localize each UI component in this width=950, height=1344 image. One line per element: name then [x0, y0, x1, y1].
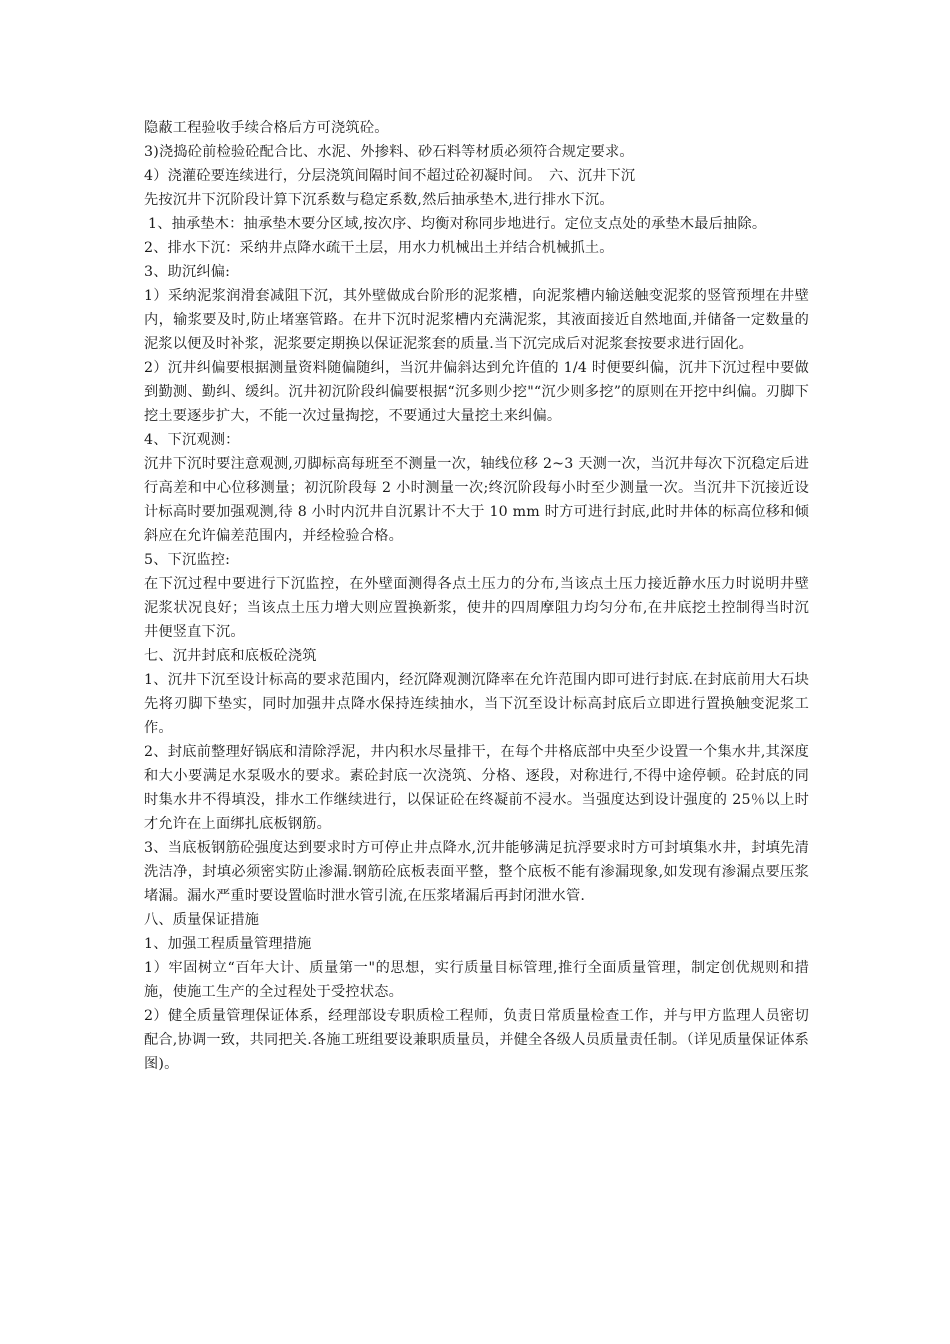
paragraph-quality-system: 2）健全质量管理保证体系，经理部设专职质检工程师，负责日常质量检查工作，并与甲方监理人员密切配合,协调一致，共同把关.各施工班组要设兼职质量员，并健全各级人员质量责任制。（详见质量保证体系图)。 [144, 1008, 809, 1072]
paragraph-remove-sleepers: 1、抽承垫木：抽承垫木要分区域,按次序、均衡对称同步地进行。定位支点处的承垫木最后抽除。 [148, 216, 767, 232]
paragraph-sinking-intro: 先按沉井下沉阶段计算下沉系数与稳定系数,然后抽承垫木,进行排水下沉。 [144, 192, 614, 208]
document-body [144, 116, 809, 1076]
paragraph-continuous-pour: 4）浇灌砼要连续进行，分层浇筑间隔时间不超过砼初凝时间。 六、沉井下沉 [144, 168, 636, 184]
heading-sinking-monitoring: 5、下沉监控: [144, 552, 231, 568]
paragraph-monitoring-detail: 在下沉过程中要进行下沉监控，在外壁面测得各点土压力的分布,当该点土压力接近静水压力时说明井壁泥浆状况良好；当该点土压力增大则应置换新浆，使井的四周摩阻力均匀分布,在井底挖土控制得当时沉井便竖直下沉。 [144, 576, 809, 640]
paragraph-concealed-works: 隐蔽工程验收手续合格后方可浇筑砼。 [144, 120, 389, 136]
heading-assist-correction: 3、助沉纠偏: [144, 264, 231, 280]
paragraph-mud-lubrication: 1）采纳泥浆润滑套减阻下沉，其外壁做成台阶形的泥浆槽，向泥浆槽内输送触变泥浆的竖管预埋在井壁内，输浆要及时,防止堵塞管路。在井下沉时泥浆槽内充满泥浆，其液面接近自然地面,并储备一定数量的泥浆以便及时补浆，泥浆要定期换以保证泥浆套的质量.当下沉完成后对泥浆套按要求进行固化。 [144, 288, 809, 352]
paragraph-slab-strength: 3、当底板钢筋砼强度达到要求时方可停止井点降水,沉井能够满足抗浮要求时方可封填集水井，封填先清洗洁净，封填必须密实防止渗漏.钢筋砼底板表面平整，整个底板不能有渗漏现象,如发现有渗漏点要压浆堵漏。漏水严重时要设置临时泄水管引流,在压浆堵漏后再封闭泄水管. [144, 840, 809, 904]
paragraph-mix-check: 3)浇捣砼前检验砼配合比、水泥、外掺料、砂石料等材质必须符合规定要求。 [144, 144, 634, 160]
paragraph-quality-first: 1）牢固树立“百年大计、质量第一"的思想，实行质量目标管理,推行全面质量管理，制定创优规则和措施，使施工生产的全过程处于受控状态。 [144, 960, 809, 1000]
paragraph-deviation-correction: 2）沉井纠偏要根据测量资料随偏随纠，当沉井偏斜达到允许值的 1/4 时便要纠偏，沉井下沉过程中要做到勤测、勤纠、缓纠。沉井初沉阶段纠偏要根据“沉多则少挖"“沉少则多挖”的原则在开挖中纠偏。刃脚下挖土要逐步扩大，不能一次过量掏挖，不要通过大量挖土来纠偏。 [144, 360, 809, 424]
paragraph-bottom-sealing: 1、沉井下沉至设计标高的要求范围内，经沉降观测沉降率在允许范围内即可进行封底.在封底前用大石块先将刃脚下垫实，同时加强井点降水保持连续抽水，当下沉至设计标高封底后立即进行置换触变泥浆工作。 [144, 672, 809, 736]
heading-section-seven: 七、沉井封底和底板砼浇筑 [144, 648, 317, 664]
heading-quality-management: 1、加强工程质量管理措施 [144, 936, 312, 952]
heading-sinking-observation: 4、下沉观测： [144, 432, 240, 448]
heading-section-eight: 八、质量保证措施 [144, 912, 260, 928]
paragraph-drainage-sinking: 2、排水下沉：采纳井点降水疏干土层，用水力机械出土并结合机械抓土。 [144, 240, 614, 256]
paragraph-observation-detail: 沉井下沉时要注意观测,刃脚标高每班至不测量一次，轴线位移 2~3 天测一次，当沉井每次下沉稳定后进行高差和中心位移测量；初沉阶段每 2 小时测量一次;终沉阶段每小时至少测量一次。当沉井下沉接近设计标高时要加强观测,待 8 小时内沉井自沉累计不大于 10 mm 时方可进行封底,此时井体的标高位移和倾斜应在允许偏差范围内，并经检验合格。 [144, 456, 809, 544]
paragraph-sump-pit: 2、封底前整理好锅底和清除浮泥，井内积水尽量排干，在每个井格底部中央至少设置一个集水井,其深度和大小要满足水泵吸水的要求。素砼封底一次浇筑、分格、逐段，对称进行,不得中途停顿。砼封底的同时集水井不得填没，排水工作继续进行，以保证砼在终凝前不浸水。当强度达到设计强度的 25％以上时才允许在上面绑扎底板钢筋。 [144, 744, 809, 832]
